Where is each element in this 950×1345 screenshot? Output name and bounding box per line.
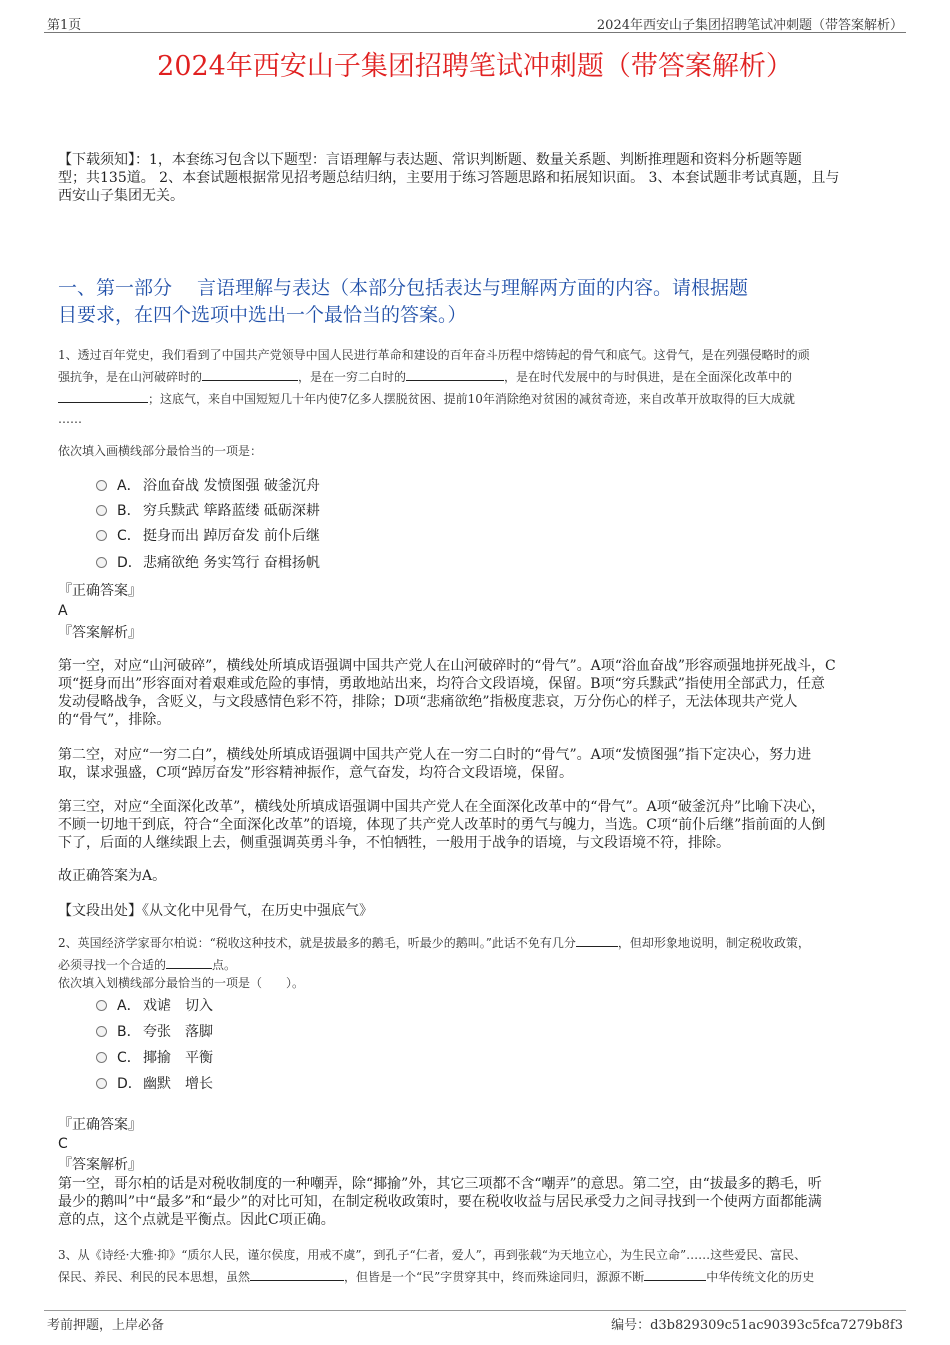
q1-text-line-1: 1、透过百年党史，我们看到了中国共产党领导中国人民进行革命和建设的百年奋斗历程中熔铸起的骨气和底气。这骨气，是在列强侵略时的顽 [58, 348, 810, 362]
q3-text-part: ，但皆是一个“民”字贯穿其中，终而殊途同归，源源不断 [344, 1270, 645, 1284]
radio-icon[interactable] [96, 557, 107, 568]
q1-text-part: ；这底气，来自中国短短几十年内使7亿多人摆脱贫困、提前10年消除绝对贫困的减贫奇迹，来自改革开放取得的巨大成就 [148, 392, 795, 406]
notice-line-3: 西安山子集团无关。 [58, 188, 184, 204]
q1-analysis-p1-line-2: 项“挺身而出”形容面对着艰难或危险的事情，勇敢地站出来，均符合文段语境，保留。B项“穷兵黩武”指使用全部武力，任意 [58, 676, 825, 692]
q2-answer: C [58, 1136, 68, 1152]
option-text: 戏谑 切入 [143, 998, 213, 1014]
notice-line-2: 型；共135道。 2、本套试题根据常见招考题总结归纳，主要用于练习答题思路和拓展知识面。 3、本套试题非考试真题，且与 [58, 170, 840, 186]
q2-text-part: 必须寻找一个合适的 [58, 958, 167, 972]
q2-analysis-line-2: 最少的鹅叫”中“最多”和“最少”的对比可知，在制定税收政策时，要在税收收益与居民承受力之间寻找到一个使两方面都能满 [58, 1194, 822, 1210]
q3-text-part: 中华传统文化的历史 [706, 1270, 815, 1284]
page-footer [0, 1300, 950, 1340]
radio-icon[interactable] [96, 1052, 107, 1063]
radio-icon[interactable] [96, 480, 107, 491]
radio-icon[interactable] [96, 1026, 107, 1037]
fill-blank [406, 368, 504, 381]
q1-text-line-2 [58, 366, 792, 388]
option-letter: D． [117, 1076, 142, 1092]
notice-line-1: 【下载须知】：1，本套练习包含以下题型：言语理解与表达题、常识判断题、数量关系题、判断推理题和资料分析题等题 [58, 152, 802, 168]
q3-text-part: 保民、养民、利民的民本思想，虽然 [58, 1270, 251, 1284]
q1-text-part: 强抗争，是在山河破碎时的 [58, 370, 203, 384]
page-number: 第1页 [47, 18, 82, 33]
option-letter: C． [117, 1050, 141, 1066]
q2-text-part: 点。 [212, 958, 237, 972]
q1-analysis-p2-line-1: 第二空，对应“一穷二白”，横线处所填成语强调中国共产党人在一穷二白时的“骨气”。A项“发愤图强”指下定决心，努力进 [58, 747, 812, 763]
q2-analysis-line-1: 第一空，哥尔柏的话是对税收制度的一种嘲弄，除“揶揄”外，其它三项都不含“嘲弄”的意思。第二空，由“拔最多的鹅毛，听 [58, 1176, 822, 1192]
fill-blank [58, 390, 148, 403]
header-doc-title: 2024年西安山子集团招聘笔试冲刺题（带答案解析） [596, 18, 903, 33]
q1-text-line-3 [58, 388, 795, 410]
q1-option-b[interactable] [96, 499, 320, 524]
option-letter: A． [117, 998, 141, 1014]
section-heading-line-2: 目要求，在四个选项中选出一个最恰当的答案。） [58, 304, 467, 326]
fill-blank [166, 956, 212, 969]
q1-source: 【文段出处】《从文化中见骨气，在历史中强底气》 [58, 903, 373, 919]
q3-text-line-1: 3、从《诗经·大雅·抑》“质尔人民，谨尔侯度，用戒不虞”，到孔子“仁者，爱人”，再到张载“为天地立心，为生民立命”……这些爱民、富民、 [58, 1248, 807, 1262]
footer-doc-id: 编号：d3b829309c51ac90393c5fca7279b8f3 [611, 1318, 903, 1333]
q1-analysis-p1-line-3: 发动侵略战争，含贬义，与文段感情色彩不符，排除；D项“悲痛欲绝”指极度悲哀，万分伤心的样子，无法体现共产党人 [58, 694, 798, 710]
q3-text-line-2 [58, 1266, 814, 1288]
q1-analysis-label: 『答案解析』 [58, 625, 142, 641]
option-text: 穷兵黩武 筚路蓝缕 砥砺深耕 [143, 503, 320, 519]
option-letter: D． [117, 555, 142, 571]
header-divider [44, 32, 906, 33]
option-letter: C． [117, 528, 141, 544]
q1-prompt: 依次填入画横线部分最恰当的一项是： [58, 444, 263, 458]
option-text: 揶揄 平衡 [143, 1050, 213, 1066]
q1-text-part: ，是在一穷二白时的 [298, 370, 407, 384]
q2-option-c[interactable] [96, 1046, 213, 1071]
q1-answer: A [58, 603, 68, 619]
fill-blank [576, 934, 618, 947]
q2-text-part: ，但却形象地说明，制定税收政策， [617, 936, 810, 950]
q1-analysis-p3-line-2: 不顾一切地干到底，符合“全面深化改革”的语境，体现了共产党人改革时的勇气与魄力，当选。C项“前仆后继”指前面的人倒 [58, 817, 826, 833]
page-header [0, 0, 950, 34]
q1-option-a[interactable] [96, 474, 320, 499]
radio-icon[interactable] [96, 1000, 107, 1011]
q2-analysis-line-3: 意的点，这个点就是平衡点。因此C项正确。 [58, 1212, 335, 1228]
q1-analysis-p1-line-1: 第一空，对应“山河破碎”，横线处所填成语强调中国共产党人在山河破碎时的“骨气”。A项“浴血奋战”形容顽强地拼死战斗，C [58, 658, 836, 674]
fill-blank [644, 1268, 706, 1281]
option-text: 悲痛欲绝 务实笃行 奋楫扬帆 [143, 555, 320, 571]
document-title: 2024年西安山子集团招聘笔试冲刺题（带答案解析） [157, 51, 793, 82]
radio-icon[interactable] [96, 1078, 107, 1089]
q1-text-line-4: …… [58, 412, 82, 426]
q1-analysis-p1-line-4: 的“骨气”，排除。 [58, 712, 171, 728]
q1-analysis-p3-line-1: 第三空，对应“全面深化改革”，横线处所填成语强调中国共产党人在全面深化改革中的“骨气”。A项“破釜沉舟”比喻下决心， [58, 799, 826, 815]
radio-icon[interactable] [96, 530, 107, 541]
q2-option-d[interactable] [96, 1072, 213, 1097]
q2-option-b[interactable] [96, 1020, 213, 1045]
q2-answer-label: 『正确答案』 [58, 1117, 142, 1133]
option-letter: A． [117, 478, 141, 494]
q2-text-part: 2、英国经济学家哥尔柏说：“税收这种技术，就是拔最多的鹅毛，听最少的鹅叫。”此话不免有几分 [58, 936, 576, 950]
q1-option-c[interactable] [96, 524, 320, 549]
option-letter: B． [117, 503, 141, 519]
option-letter: B． [117, 1024, 141, 1040]
q1-option-d[interactable] [96, 551, 320, 576]
fill-blank [202, 368, 298, 381]
option-text: 夸张 落脚 [143, 1024, 213, 1040]
footer-slogan: 考前押题，上岸必备 [47, 1318, 165, 1333]
q1-analysis-p3-line-3: 下了，后面的人继续跟上去，侧重强调英勇斗争，不怕牺牲，一般用于战争的语境，与文段语境不符，排除。 [58, 835, 730, 851]
q2-text-line-1 [58, 932, 810, 954]
section-heading-line-1: 一、第一部分 言语理解与表达（本部分包括表达与理解两方面的内容。请根据题 [58, 277, 749, 299]
fill-blank [250, 1268, 344, 1281]
option-text: 幽默 增长 [143, 1076, 213, 1092]
radio-icon[interactable] [96, 505, 107, 516]
q1-text-part: ，是在时代发展中的与时俱进，是在全面深化改革中的 [504, 370, 793, 384]
q2-option-a[interactable] [96, 994, 213, 1019]
q1-answer-label: 『正确答案』 [58, 583, 142, 599]
footer-divider [44, 1310, 906, 1311]
q1-conclusion: 故正确答案为A。 [58, 868, 167, 884]
q2-analysis-label: 『答案解析』 [58, 1157, 142, 1173]
q1-analysis-p2-line-2: 取，谋求强盛，C项“踔厉奋发”形容精神振作，意气奋发，均符合文段语境，保留。 [58, 765, 574, 781]
option-text: 挺身而出 踔厉奋发 前仆后继 [143, 528, 320, 544]
option-text: 浴血奋战 发愤图强 破釜沉舟 [143, 478, 320, 494]
q2-prompt: 依次填入划横线部分最恰当的一项是（ ）。 [58, 976, 305, 990]
